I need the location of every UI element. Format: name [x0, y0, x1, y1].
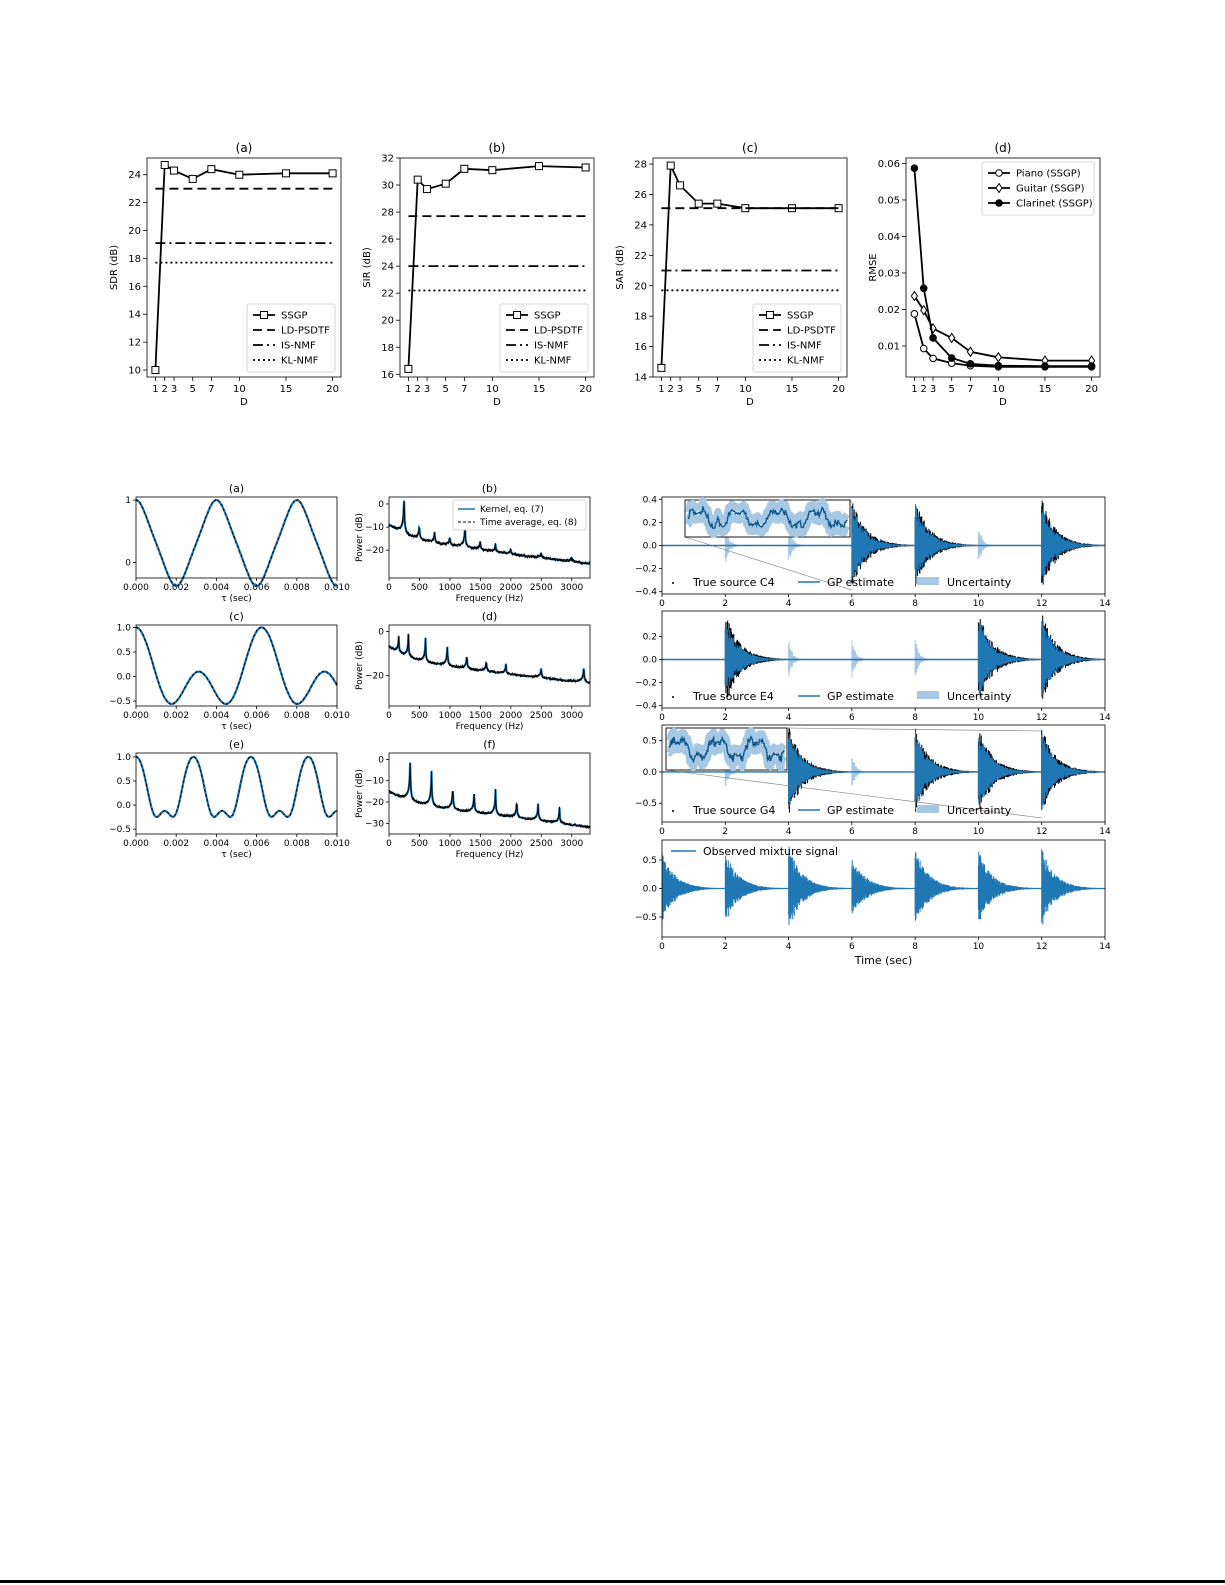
y-tick-label: −0.5 [635, 799, 657, 810]
data-point [1042, 363, 1049, 370]
x-tick-label: 1000 [438, 711, 462, 721]
x-axis-label: τ (sec) [221, 850, 252, 860]
legend-label: GP estimate [827, 690, 895, 703]
x-axis-label: τ (sec) [221, 594, 252, 604]
y-tick-label: 0.2 [642, 518, 657, 529]
legend-label: True source E4 [693, 690, 774, 703]
panel-title: (c) [742, 141, 758, 155]
y-tick-label: 0.0 [642, 767, 657, 778]
legend-label: GP estimate [827, 576, 895, 589]
x-tick-label: 0.004 [203, 583, 230, 593]
x-tick-label: 0.002 [163, 711, 190, 721]
x-tick-label: 1500 [468, 711, 492, 721]
x-tick-label: 2000 [499, 583, 523, 593]
y-tick-label: 26 [634, 190, 647, 201]
x-tick-label: 12 [1035, 942, 1048, 952]
data-point [948, 355, 955, 362]
y-tick-label: −20 [365, 546, 384, 557]
x-tick-label: 2 [414, 384, 421, 395]
legend [753, 304, 841, 372]
data-point [414, 176, 421, 183]
x-tick-label: 0.000 [123, 839, 149, 849]
legend-marker-dot [672, 582, 674, 584]
x-tick-label: 15 [532, 384, 546, 395]
x-tick-label: 1000 [438, 583, 462, 593]
legend-marker [996, 200, 1003, 207]
y-tick-label: 32 [381, 153, 394, 165]
legend-label: Uncertainty [947, 690, 1012, 703]
data-point [189, 175, 196, 182]
y-axis-label: Power (dB) [355, 769, 365, 818]
y-tick-label: 0.2 [642, 632, 657, 643]
y-tick-label: 0.0 [642, 541, 657, 552]
x-tick-label: 5 [948, 384, 955, 395]
x-tick-label: 8 [912, 713, 919, 723]
legend [982, 162, 1094, 215]
panel-title: (f) [483, 738, 496, 751]
legend-label: Observed mixture signal [703, 845, 839, 858]
legend-label: Piano (SSGP) [1016, 168, 1081, 180]
y-tick-label: 1.0 [116, 752, 131, 763]
y-tick-label: 16 [128, 281, 141, 293]
x-tick-label: 0.002 [163, 583, 190, 593]
x-tick-label: 3 [929, 384, 937, 395]
x-tick-label: 0.008 [283, 711, 310, 721]
x-tick-label: 2500 [529, 583, 553, 593]
legend-patch [917, 577, 939, 585]
y-tick-label: −0.4 [635, 701, 657, 712]
panel-title: (b) [488, 141, 506, 155]
x-tick-label: 7 [461, 384, 468, 395]
x-tick-label: 3000 [560, 839, 584, 849]
y-tick-label: −0.5 [635, 913, 657, 924]
data-point [329, 170, 336, 177]
panel-title: (e) [228, 738, 245, 751]
legend-label: Kernel, eq. (7) [480, 505, 544, 515]
y-tick-label: 24 [381, 261, 394, 273]
x-tick-label: 1 [405, 384, 412, 395]
panel-title: (d) [994, 141, 1012, 155]
x-tick-label: 4 [785, 942, 792, 952]
y-tick-label: 0 [378, 499, 384, 510]
x-tick-label: 20 [326, 384, 339, 395]
x-tick-label: 6 [848, 713, 855, 723]
legend-label: Uncertainty [947, 804, 1012, 817]
panel-title: (d) [481, 610, 498, 623]
data-point [208, 166, 215, 173]
y-tick-label: 30 [381, 180, 394, 192]
y-tick-label: 18 [381, 342, 394, 354]
x-tick-label: 5 [189, 384, 196, 395]
y-tick-label: −0.4 [635, 587, 657, 598]
y-tick-label: 0 [125, 558, 131, 569]
legend-label: True source C4 [693, 576, 775, 589]
data-point [911, 165, 918, 172]
y-tick-label: 18 [128, 253, 141, 265]
y-tick-label: −0.5 [109, 697, 131, 708]
legend-label: IS-NMF [281, 340, 316, 352]
y-tick-label: 0 [378, 755, 384, 766]
legend-label: KL-NMF [787, 355, 825, 367]
x-tick-label: 0.010 [324, 583, 350, 593]
x-tick-label: 12 [1035, 827, 1048, 837]
y-tick-label: 24 [634, 220, 647, 232]
y-tick-label: 28 [634, 159, 647, 171]
legend-marker [514, 312, 521, 319]
legend-label: LD-PSDTF [281, 325, 330, 337]
legend-label: True source G4 [693, 804, 776, 817]
x-tick-label: 0 [659, 599, 665, 609]
legend-label: Clarinet (SSGP) [1016, 198, 1093, 210]
y-tick-label: 0.06 [877, 158, 900, 170]
y-tick-label: 28 [381, 207, 394, 219]
x-axis-label: Frequency (Hz) [455, 722, 524, 732]
x-tick-label: 4 [785, 827, 792, 837]
data-point [658, 364, 665, 371]
legend-label: LD-PSDTF [787, 325, 836, 337]
data-point [911, 311, 918, 318]
x-tick-label: 500 [410, 839, 429, 849]
x-tick-label: 10 [972, 713, 985, 723]
legend-label: Uncertainty [947, 576, 1012, 589]
x-tick-label: 5 [442, 384, 449, 395]
legend [672, 576, 1012, 589]
y-tick-label: 0.05 [877, 195, 900, 207]
legend-marker [996, 170, 1003, 177]
x-tick-label: 10 [738, 384, 752, 395]
x-axis-label: Frequency (Hz) [455, 594, 524, 604]
y-tick-label: 0.04 [877, 231, 900, 243]
x-tick-label: 15 [785, 384, 799, 395]
x-tick-label: 2500 [529, 839, 553, 849]
x-tick-label: 0 [659, 942, 665, 952]
legend-label: KL-NMF [281, 355, 319, 367]
y-axis-label: SIR (dB) [362, 247, 373, 288]
y-axis-label: Power (dB) [355, 641, 365, 690]
x-tick-label: 2 [920, 384, 927, 395]
legend-marker-dot [672, 810, 674, 812]
y-tick-label: 0 [378, 627, 384, 638]
x-axis-label: D [240, 397, 248, 408]
x-tick-label: 0.006 [243, 711, 270, 721]
legend-label: Time average, eq. (8) [480, 518, 578, 528]
y-tick-label: 1.0 [116, 623, 131, 634]
x-tick-label: 4 [785, 713, 792, 723]
x-tick-label: 1 [911, 384, 918, 395]
x-tick-label: 500 [410, 583, 429, 593]
panel-title: (c) [229, 610, 244, 623]
x-tick-label: 0.004 [203, 839, 230, 849]
y-tick-label: 14 [634, 372, 647, 384]
x-axis-label: D [493, 397, 501, 408]
y-axis-label: SDR (dB) [109, 244, 120, 291]
x-tick-label: 5 [695, 384, 702, 395]
x-tick-label: 14 [1099, 599, 1111, 609]
x-tick-label: 2 [722, 942, 729, 952]
data-point [967, 361, 974, 368]
x-tick-label: 1000 [438, 839, 462, 849]
data-point [995, 362, 1002, 369]
panel-title: (b) [481, 482, 498, 495]
x-tick-label: 0 [386, 583, 392, 593]
x-tick-label: 10 [972, 942, 985, 952]
x-axis-label: D [999, 397, 1007, 408]
x-tick-label: 1 [152, 384, 159, 395]
y-tick-label: 0.5 [116, 648, 131, 658]
x-tick-label: 3 [423, 384, 431, 395]
legend-label: KL-NMF [534, 355, 572, 367]
x-tick-label: 0.002 [163, 839, 190, 849]
y-tick-label: 0.5 [642, 855, 657, 866]
x-axis-label: τ (sec) [221, 722, 252, 732]
y-tick-label: 0.0 [642, 655, 657, 666]
x-tick-label: 12 [1035, 599, 1048, 609]
data-point [667, 162, 674, 169]
y-tick-label: 0.0 [116, 672, 131, 683]
data-point [714, 200, 721, 207]
x-tick-label: 6 [848, 942, 855, 952]
y-tick-label: 12 [128, 337, 141, 349]
x-tick-label: 2 [667, 384, 674, 395]
data-point [161, 161, 168, 168]
x-tick-label: 7 [967, 384, 974, 395]
y-tick-label: 22 [634, 250, 647, 262]
x-tick-label: 0.004 [203, 711, 230, 721]
x-tick-label: 14 [1099, 942, 1111, 952]
x-tick-label: 12 [1035, 713, 1048, 723]
legend [672, 690, 1012, 703]
legend-patch [917, 691, 939, 699]
data-point [582, 164, 589, 171]
legend-label: IS-NMF [787, 340, 822, 352]
y-axis-label: RMSE [868, 253, 879, 282]
x-tick-label: 10 [991, 384, 1005, 395]
y-tick-label: 18 [634, 311, 647, 323]
y-tick-label: −0.2 [635, 564, 657, 575]
data-point [930, 335, 937, 342]
legend-label: GP estimate [827, 804, 895, 817]
legend [453, 500, 586, 530]
x-tick-label: 8 [912, 942, 919, 952]
y-tick-label: 0.01 [877, 341, 900, 353]
y-tick-label: 26 [381, 234, 394, 246]
y-tick-label: −20 [365, 671, 384, 682]
data-point [405, 365, 412, 372]
x-tick-label: 7 [208, 384, 215, 395]
x-tick-label: 8 [912, 827, 919, 837]
x-tick-label: 15 [279, 384, 293, 395]
y-tick-label: −10 [365, 523, 384, 534]
data-point [920, 345, 927, 352]
x-tick-label: 6 [848, 599, 855, 609]
x-tick-label: 3 [170, 384, 178, 395]
x-axis-label: Time (sec) [854, 954, 913, 967]
x-tick-label: 14 [1099, 713, 1111, 723]
legend-label: SSGP [534, 310, 561, 322]
x-tick-label: 10 [972, 599, 985, 609]
x-tick-label: 1500 [468, 839, 492, 849]
legend [500, 304, 588, 372]
x-tick-label: 0.008 [283, 583, 310, 593]
x-tick-label: 2500 [529, 711, 553, 721]
x-axis-label: D [746, 397, 754, 408]
x-tick-label: 0.008 [283, 839, 310, 849]
legend-marker [767, 312, 774, 319]
x-tick-label: 3000 [560, 583, 584, 593]
legend-patch [917, 805, 939, 813]
data-point [920, 285, 927, 292]
x-tick-label: 10 [972, 827, 985, 837]
legend-label: Guitar (SSGP) [1016, 183, 1085, 195]
x-tick-label: 20 [832, 384, 845, 395]
x-tick-label: 0 [659, 827, 665, 837]
legend-label: IS-NMF [534, 340, 569, 352]
x-tick-label: 15 [1038, 384, 1052, 395]
y-tick-label: 16 [381, 369, 394, 381]
x-tick-label: 2 [722, 713, 729, 723]
data-point [152, 367, 159, 374]
x-axis-label: Frequency (Hz) [455, 850, 524, 860]
y-tick-label: 0.0 [116, 801, 131, 812]
x-tick-label: 1500 [468, 583, 492, 593]
legend [247, 304, 335, 372]
y-tick-label: 20 [634, 281, 647, 293]
data-point [236, 171, 243, 178]
y-tick-label: 24 [128, 170, 141, 182]
x-tick-label: 20 [579, 384, 592, 395]
x-tick-label: 2 [161, 384, 168, 395]
x-tick-label: 500 [410, 711, 429, 721]
y-tick-label: 0.03 [877, 268, 900, 280]
data-point [1088, 363, 1095, 370]
y-tick-label: 20 [381, 315, 394, 327]
x-tick-label: 2 [722, 827, 729, 837]
x-tick-label: 6 [848, 827, 855, 837]
y-axis-label: Power (dB) [355, 513, 365, 562]
x-tick-label: 8 [912, 599, 919, 609]
x-tick-label: 0 [386, 839, 392, 849]
y-tick-label: 0.5 [642, 736, 657, 747]
x-tick-label: 3 [676, 384, 684, 395]
x-tick-label: 1 [658, 384, 665, 395]
y-tick-label: 22 [381, 288, 394, 300]
panel-title: (a) [228, 482, 245, 495]
y-tick-label: 0.0 [642, 884, 657, 895]
x-tick-label: 3000 [560, 711, 584, 721]
data-point [677, 182, 684, 189]
y-tick-label: 14 [128, 309, 141, 321]
data-point [171, 167, 178, 174]
x-tick-label: 2 [722, 599, 729, 609]
panel-title: (a) [235, 141, 253, 155]
y-axis-label: SAR (dB) [615, 245, 626, 290]
data-point [461, 165, 468, 172]
data-point [282, 170, 289, 177]
y-tick-label: −10 [365, 776, 384, 787]
legend-marker [261, 312, 268, 319]
x-tick-label: 2000 [499, 711, 523, 721]
x-tick-label: 0.006 [243, 839, 270, 849]
data-point [930, 355, 937, 362]
data-point [442, 180, 449, 187]
y-tick-label: −20 [365, 798, 384, 809]
legend-label: SSGP [281, 310, 308, 322]
x-tick-label: 7 [714, 384, 721, 395]
data-point [489, 167, 496, 174]
legend [672, 804, 1012, 817]
y-tick-label: −0.2 [635, 678, 657, 689]
x-tick-label: 0.010 [324, 839, 350, 849]
x-tick-label: 2000 [499, 839, 523, 849]
x-tick-label: 0 [659, 713, 665, 723]
x-tick-label: 10 [485, 384, 499, 395]
x-tick-label: 0.006 [243, 583, 270, 593]
data-point [695, 200, 702, 207]
x-tick-label: 10 [232, 384, 246, 395]
legend-label: LD-PSDTF [534, 325, 583, 337]
x-tick-label: 0.000 [123, 711, 149, 721]
x-tick-label: 4 [785, 599, 792, 609]
y-tick-label: −0.5 [109, 825, 131, 836]
legend-marker-dot [672, 696, 674, 698]
y-tick-label: 16 [634, 342, 647, 354]
legend-label: SSGP [787, 310, 814, 322]
y-tick-label: 1 [125, 496, 131, 507]
x-tick-label: 20 [1085, 384, 1098, 395]
y-tick-label: 0.4 [642, 495, 657, 506]
x-tick-label: 0.010 [324, 711, 350, 721]
x-tick-label: 0.000 [123, 583, 149, 593]
y-tick-label: 10 [128, 365, 141, 377]
page-bottom-rule [0, 1580, 1225, 1583]
y-tick-label: 0.5 [116, 776, 131, 787]
data-point [424, 186, 431, 193]
y-tick-label: 20 [128, 226, 141, 238]
x-tick-label: 14 [1099, 827, 1111, 837]
x-tick-label: 0 [386, 711, 392, 721]
y-tick-label: 22 [128, 198, 141, 210]
y-tick-label: 0.02 [877, 304, 900, 316]
data-point [535, 163, 542, 170]
y-tick-label: −30 [365, 819, 384, 830]
